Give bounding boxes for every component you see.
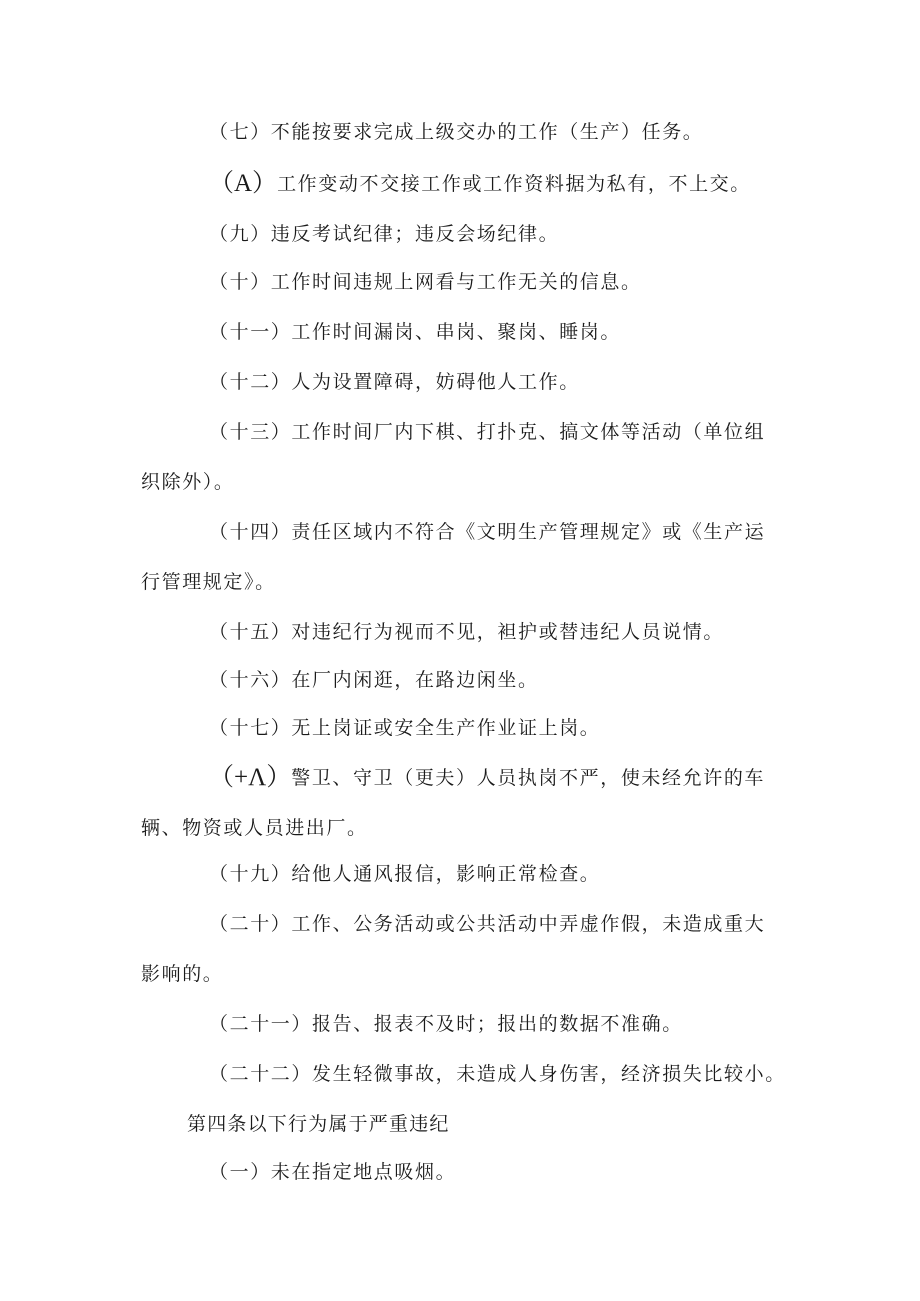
article-4-heading: 第四条以下行为属于严重违纪 <box>187 1113 450 1135</box>
clause-16: （十六）在厂内闲逛，在路边闲坐。 <box>209 669 539 691</box>
clause-17: （十七）无上岗证或安全生产作业证上岗。 <box>209 717 601 739</box>
clause-20: （二十）工作、公务活动或公共活动中弄虚作假，未造成重大 <box>209 913 766 935</box>
clause-14-continuation: 行管理规定》。 <box>141 571 276 593</box>
article-4-clause-1: （一）未在指定地点吸烟。 <box>209 1161 457 1183</box>
clause-18-text: 警卫、守卫（更夫）人员执岗不严，使未经允许的车 <box>291 767 766 789</box>
clause-10: （十）工作时间违规上网看与工作无关的信息。 <box>209 271 642 293</box>
clause-7: （七）不能按要求完成上级交办的工作（生产）任务。 <box>209 121 704 143</box>
clause-18-continuation: 辆、物资或人员进出厂。 <box>141 817 368 839</box>
clause-8 <box>209 172 859 196</box>
clause-22: （二十二）发生轻微事故，未造成人身伤害，经济损失比较小。 <box>209 1063 786 1085</box>
clause-18-marker: （+Λ） <box>209 764 292 791</box>
clause-15: （十五）对违纪行为视而不见，袒护或替违纪人员说情。 <box>209 621 725 643</box>
clause-19: （十九）给他人通风报信，影响正常检查。 <box>209 863 601 885</box>
clause-8-marker: （A） <box>209 170 278 197</box>
clause-20-continuation: 影响的。 <box>141 963 224 985</box>
clause-12: （十二）人为设置障碍，妨碍他人工作。 <box>209 371 580 393</box>
clause-13: （十三）工作时间厂内下棋、打扑克、搞文体等活动（单位组 <box>209 421 766 443</box>
clause-13-continuation: 织除外）。 <box>141 471 235 493</box>
clause-18 <box>209 766 859 790</box>
clause-8-text: 工作变动不交接工作或工作资料据为私有，不上交。 <box>277 173 751 195</box>
clause-11: （十一）工作时间漏岗、串岗、聚岗、睡岗。 <box>209 321 622 343</box>
clause-9: （九）违反考试纪律；违反会场纪律。 <box>209 223 560 245</box>
clause-21: （二十一）报告、报表不及时；报出的数据不准确。 <box>209 1013 683 1035</box>
clause-14: （十四）责任区域内不符合《文明生产管理规定》或《生产运 <box>209 521 766 543</box>
